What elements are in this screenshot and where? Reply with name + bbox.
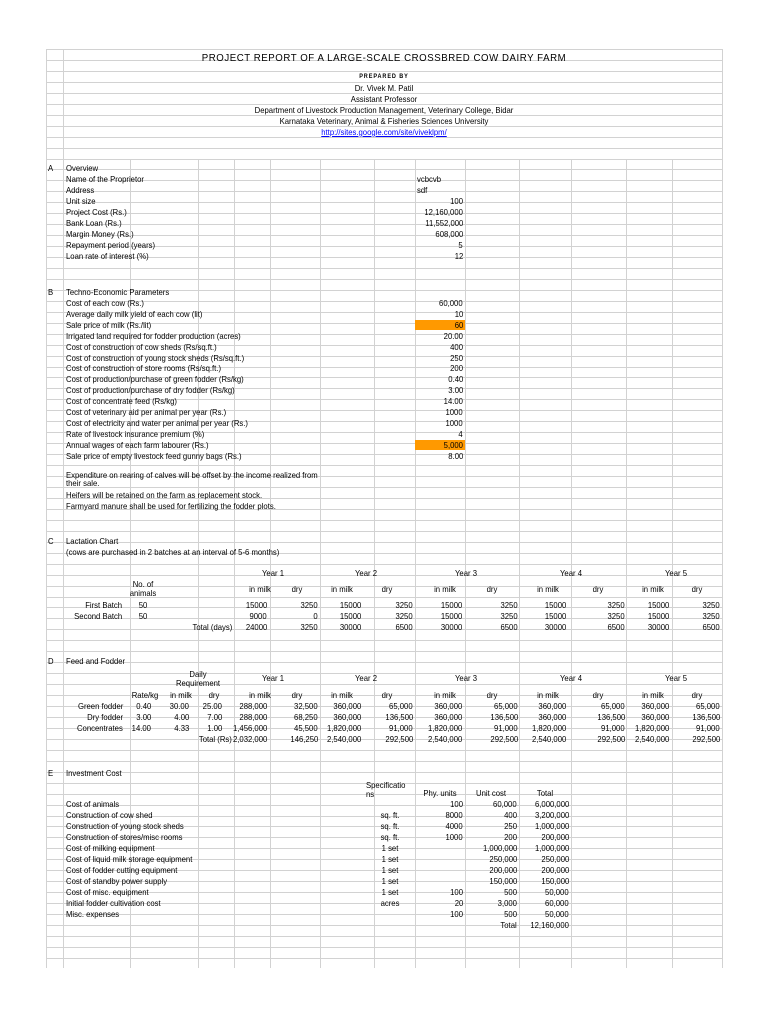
requirement-value: 4.00 — [173, 712, 189, 722]
grid-row-line — [46, 914, 722, 915]
spec-value: sq. ft. — [380, 832, 400, 842]
grid-row-line — [46, 794, 722, 795]
row-value: 20.00 — [443, 331, 463, 341]
section-heading: Overview — [66, 163, 99, 173]
total-value: 1,000,000 — [534, 843, 569, 853]
units-value: 20 — [454, 898, 463, 908]
prepared-by-label: PREPARED BY — [359, 74, 409, 80]
grid-row-line — [46, 750, 722, 751]
data-cell: 15000 — [245, 600, 267, 610]
data-cell: 2,540,000 — [531, 734, 566, 744]
unit-cost-value: 250 — [504, 821, 517, 831]
data-cell: 136,500 — [692, 712, 720, 722]
sub-header: in milk — [249, 690, 271, 700]
row-value: 12,160,000 — [424, 207, 463, 217]
year-header: Year 5 — [665, 673, 687, 683]
section-heading: Techno-Economic Parameters — [66, 287, 170, 297]
grid-row-line — [46, 487, 722, 488]
animals-value: 50 — [138, 611, 148, 621]
unit-cost-value: 3,000 — [497, 898, 517, 908]
row-label: Initial fodder cultivation cost — [66, 898, 161, 908]
row-value: 12 — [454, 251, 463, 261]
grid-column-line — [465, 160, 466, 968]
row-label: First Batch — [85, 600, 122, 610]
row-value: vcbcvb — [417, 174, 441, 184]
row-value: 14.00 — [443, 396, 463, 406]
grid-row-line — [46, 180, 722, 181]
unit-cost-value: 250,000 — [489, 854, 517, 864]
row-value: 608,000 — [435, 229, 463, 239]
data-cell: 136,500 — [490, 712, 518, 722]
row-label: Construction of cow shed — [66, 810, 153, 820]
grid-row-line — [46, 958, 722, 959]
sub-header: in milk — [537, 690, 559, 700]
grid-row-line — [46, 148, 722, 149]
section-letter: D — [48, 656, 54, 666]
grid-row-line — [46, 531, 722, 532]
sub-header: in milk — [642, 584, 664, 594]
data-cell: 65,000 — [601, 701, 625, 711]
row-label: Bank Loan (Rs.) — [66, 218, 122, 228]
data-cell: 6500 — [500, 622, 518, 632]
requirement-value: 1.00 — [206, 723, 222, 733]
grid-row-line — [46, 564, 722, 565]
units-value: 100 — [450, 799, 463, 809]
row-value: 4 — [458, 429, 463, 439]
unit-cost-value: 200 — [504, 832, 517, 842]
row-label: Construction of stores/misc rooms — [66, 832, 183, 842]
data-cell: 15000 — [339, 611, 361, 621]
column-header: ns — [366, 789, 375, 799]
row-label: Total (Rs) — [199, 734, 232, 744]
sub-header: dry — [691, 690, 703, 700]
data-cell: 1,820,000 — [634, 723, 669, 733]
grid-row-line — [46, 673, 722, 674]
unit-cost-value: 500 — [504, 887, 517, 897]
row-value: 60 — [454, 320, 463, 330]
units-value: 100 — [450, 887, 463, 897]
rate-value: 0.40 — [135, 701, 151, 711]
row-value: 5,000 — [443, 440, 463, 450]
data-cell: 9000 — [249, 611, 267, 621]
data-cell: 3250 — [500, 600, 518, 610]
data-cell: 360,000 — [434, 712, 462, 722]
data-cell: 91,000 — [601, 723, 625, 733]
grid-row-line — [46, 49, 722, 50]
department-name: Department of Livestock Production Management, Veterinary College, Bidar — [254, 105, 514, 115]
data-cell: 1,456,000 — [232, 723, 267, 733]
grid-row-line — [46, 520, 722, 521]
total-value: 3,200,000 — [534, 810, 569, 820]
grand-total-value: 12,160,000 — [530, 920, 569, 930]
data-cell: 360,000 — [434, 701, 462, 711]
grid-row-line — [46, 224, 722, 225]
spec-value: 1 set — [381, 876, 399, 886]
university-name: Karnataka Veterinary, Animal & Fisheries Sciences University — [279, 116, 489, 126]
total-value: 60,000 — [545, 898, 569, 908]
requirement-value: 4.33 — [173, 723, 189, 733]
row-value: 1000 — [445, 407, 463, 417]
data-cell: 288,000 — [239, 712, 267, 722]
data-cell: 30000 — [647, 622, 669, 632]
note-text: their sale. — [66, 478, 100, 488]
data-cell: 15000 — [440, 611, 462, 621]
row-value: 0.40 — [447, 374, 463, 384]
units-value: 4000 — [445, 821, 463, 831]
grid-column-line — [374, 160, 375, 968]
total-value: 200,000 — [541, 832, 569, 842]
grid-column-line — [198, 160, 199, 968]
data-cell: 15000 — [339, 600, 361, 610]
sub-header: dry — [691, 584, 703, 594]
data-cell: 292,500 — [692, 734, 720, 744]
grid-row-line — [46, 805, 722, 806]
sub-header: in milk — [642, 690, 664, 700]
row-label: Green fodder — [77, 701, 123, 711]
row-label: Cost of production/purchase of dry fodder (Rs/kg) — [66, 385, 235, 395]
spec-value: 1 set — [381, 887, 399, 897]
grid-column-line — [519, 160, 520, 968]
column-header: Requirement — [175, 678, 221, 688]
row-label: Sale price of empty livestock feed gunny bags (Rs.) — [66, 451, 242, 461]
row-label: Cost of liquid milk storage equipment — [66, 854, 193, 864]
total-value: 250,000 — [541, 854, 569, 864]
data-cell: 6500 — [607, 622, 625, 632]
grid-row-line — [46, 925, 722, 926]
data-cell: 3250 — [395, 600, 413, 610]
data-cell: 0 — [313, 611, 318, 621]
grid-row-line — [46, 640, 722, 641]
note-text: Farmyard manure shall be used for fertilizing the fodder plots. — [66, 501, 276, 511]
sub-header: dry — [381, 690, 393, 700]
row-label: Project Cost (Rs.) — [66, 207, 127, 217]
data-cell: 91,000 — [494, 723, 518, 733]
units-value: 1000 — [445, 832, 463, 842]
section-subheading: (cows are purchased in 2 batches at an interval of 5-6 months) — [66, 547, 280, 557]
spec-value: sq. ft. — [380, 810, 400, 820]
grid-row-line — [46, 202, 722, 203]
data-cell: 30000 — [440, 622, 462, 632]
row-label: Unit size — [66, 196, 96, 206]
grid-row-line — [46, 651, 722, 652]
grid-column-line — [270, 160, 271, 968]
author-designation: Assistant Professor — [350, 94, 418, 104]
row-label: Irrigated land required for fodder production (acres) — [66, 331, 241, 341]
sub-header: dry — [592, 690, 604, 700]
row-label: Rate of livestock insurance premium (%) — [66, 429, 205, 439]
grid-column-line — [320, 160, 321, 968]
grid-row-line — [46, 936, 722, 937]
year-header: Year 4 — [560, 568, 582, 578]
column-header: No. of — [132, 579, 154, 589]
data-cell: 292,500 — [490, 734, 518, 744]
sub-header: in milk — [249, 584, 271, 594]
row-label: Name of the Proprietor — [66, 174, 144, 184]
total-value: 1,000,000 — [534, 821, 569, 831]
grid-row-line — [46, 772, 722, 773]
data-cell: 360,000 — [641, 701, 669, 711]
sub-header: dry — [291, 690, 303, 700]
section-letter: B — [48, 287, 54, 297]
section-heading: Investment Cost — [66, 768, 122, 778]
column-header: Specificatio — [366, 780, 406, 790]
data-cell: 91,000 — [696, 723, 720, 733]
row-value: 60,000 — [439, 298, 463, 308]
grid-row-line — [46, 279, 722, 280]
grid-column-line — [722, 49, 723, 968]
grid-column-line — [672, 160, 673, 968]
grid-row-line — [46, 575, 722, 576]
total-label: Total — [500, 920, 517, 930]
grid-row-line — [46, 542, 722, 543]
data-cell: 292,500 — [597, 734, 625, 744]
grid-row-line — [46, 137, 722, 138]
row-value: 3.00 — [447, 385, 463, 395]
grid-row-line — [46, 159, 722, 160]
data-cell: 292,500 — [385, 734, 413, 744]
rate-value: 14.00 — [131, 723, 151, 733]
data-cell: 68,250 — [294, 712, 318, 722]
data-cell: 15000 — [544, 600, 566, 610]
author-name: Dr. Vivek M. Patil — [354, 83, 414, 93]
data-cell: 360,000 — [333, 712, 361, 722]
row-label: Address — [66, 185, 95, 195]
data-cell: 1,820,000 — [531, 723, 566, 733]
unit-cost-value: 1,000,000 — [482, 843, 517, 853]
section-letter: A — [48, 163, 54, 173]
grid-row-line — [46, 465, 722, 466]
row-value: sdf — [417, 185, 428, 195]
sub-header: in milk — [434, 584, 456, 594]
data-cell: 136,500 — [597, 712, 625, 722]
grid-column-line — [571, 160, 572, 968]
sub-header: dry — [381, 584, 393, 594]
data-cell: 15000 — [544, 611, 566, 621]
data-cell: 15000 — [647, 600, 669, 610]
grid-column-line — [234, 160, 235, 968]
data-cell: 288,000 — [239, 701, 267, 711]
animals-value: 50 — [138, 600, 148, 610]
sub-header: in milk — [537, 584, 559, 594]
data-cell: 360,000 — [538, 712, 566, 722]
grid-row-line — [46, 213, 722, 214]
units-value: 8000 — [445, 810, 463, 820]
sub-header: in milk — [331, 690, 353, 700]
row-label: Total (days) — [192, 622, 232, 632]
row-label: Repayment period (years) — [66, 240, 156, 250]
row-value: 200 — [450, 363, 463, 373]
row-value: 11,552,000 — [425, 218, 463, 228]
data-cell: 65,000 — [494, 701, 518, 711]
row-label: Cost of electricity and water per animal per year (Rs.) — [66, 418, 249, 428]
data-cell: 360,000 — [538, 701, 566, 711]
data-cell: 6500 — [702, 622, 720, 632]
data-cell: 65,000 — [389, 701, 413, 711]
column-header: animals — [129, 588, 157, 598]
data-cell: 360,000 — [333, 701, 361, 711]
data-cell: 3250 — [500, 611, 518, 621]
row-label: Average daily milk yield of each cow (lit) — [66, 309, 203, 319]
sub-header: in milk — [434, 690, 456, 700]
row-value: 5 — [458, 240, 463, 250]
data-cell: 3250 — [300, 622, 318, 632]
spec-value: sq. ft. — [380, 821, 400, 831]
report-title: PROJECT REPORT OF A LARGE-SCALE CROSSBRED COW DAIRY FARM — [201, 52, 567, 64]
note-text: Expenditure on rearing of calves will be offset by the income realized from — [66, 470, 318, 480]
note-text: Heifers will be retained on the farm as replacement stock. — [66, 490, 263, 500]
unit-cost-value: 60,000 — [493, 799, 517, 809]
row-label: Loan rate of interest (%) — [66, 251, 149, 261]
unit-cost-value: 400 — [504, 810, 517, 820]
data-cell: 3250 — [702, 611, 720, 621]
grid-row-line — [46, 947, 722, 948]
data-cell: 45,500 — [294, 723, 318, 733]
row-label: Cost of construction of young stock sheds (Rs/sq.ft.) — [66, 353, 245, 363]
data-cell: 360,000 — [641, 712, 669, 722]
row-label: Cost of veterinary aid per animal per year (Rs.) — [66, 407, 227, 417]
total-value: 200,000 — [541, 865, 569, 875]
section-heading: Feed and Fodder — [66, 656, 126, 666]
row-value: 100 — [450, 196, 463, 206]
grid-row-line — [46, 235, 722, 236]
unit-cost-value: 200,000 — [489, 865, 517, 875]
year-header: Year 5 — [665, 568, 687, 578]
year-header: Year 2 — [355, 568, 377, 578]
row-label: Cost of each cow (Rs.) — [66, 298, 144, 308]
data-cell: 30000 — [339, 622, 361, 632]
row-label: Cost of fodder cutting equipment — [66, 865, 178, 875]
row-label: Cost of animals — [66, 799, 120, 809]
total-value: 6,000,000 — [534, 799, 569, 809]
row-label: Second Batch — [74, 611, 122, 621]
row-label: Cost of standby power supply — [66, 876, 168, 886]
row-label: Misc. expenses — [66, 909, 120, 919]
sub-header: dry — [486, 690, 498, 700]
requirement-value: 7.00 — [206, 712, 222, 722]
sub-header: in milk — [170, 690, 192, 700]
data-cell: 3250 — [702, 600, 720, 610]
unit-cost-value: 500 — [504, 909, 517, 919]
row-label: Cost of misc. equipment — [66, 887, 149, 897]
grid-row-line — [46, 268, 722, 269]
grid-row-line — [46, 191, 722, 192]
data-cell: 91,000 — [389, 723, 413, 733]
data-cell: 3250 — [300, 600, 318, 610]
data-cell: 2,540,000 — [427, 734, 462, 744]
data-cell: 3250 — [395, 611, 413, 621]
row-value: 10 — [454, 309, 463, 319]
year-header: Year 2 — [355, 673, 377, 683]
total-value: 150,000 — [541, 876, 569, 886]
row-label: Concentrates — [77, 723, 123, 733]
row-label: Cost of concentrate feed (Rs/kg) — [66, 396, 177, 406]
year-header: Year 3 — [455, 673, 477, 683]
column-header: Daily — [189, 669, 207, 679]
data-cell: 24000 — [245, 622, 267, 632]
data-cell: 136,500 — [385, 712, 413, 722]
website-link[interactable]: http://sites.google.com/site/viveklpm/ — [321, 127, 447, 137]
grid-row-line — [46, 761, 722, 762]
grid-column-line — [626, 160, 627, 968]
spec-value: acres — [380, 898, 400, 908]
section-letter: E — [48, 768, 54, 778]
data-cell: 2,540,000 — [634, 734, 669, 744]
grid-row-line — [46, 169, 722, 170]
sub-header: Rate/kg — [131, 690, 159, 700]
units-value: 100 — [450, 909, 463, 919]
row-label: Sale price of milk (Rs./lit) — [66, 320, 152, 330]
sub-header: dry — [291, 584, 303, 594]
section-heading: Lactation Chart — [66, 536, 119, 546]
spec-value: 1 set — [381, 865, 399, 875]
rate-value: 3.00 — [135, 712, 151, 722]
sub-header: dry — [592, 584, 604, 594]
grid-row-line — [46, 684, 722, 685]
data-cell: 1,820,000 — [427, 723, 462, 733]
grid-row-line — [46, 301, 722, 302]
data-cell: 65,000 — [696, 701, 720, 711]
row-label: Cost of milking equipment — [66, 843, 155, 853]
sub-header: dry — [486, 584, 498, 594]
row-value: 8.00 — [447, 451, 463, 461]
sub-header: in milk — [331, 584, 353, 594]
total-value: 50,000 — [545, 887, 569, 897]
column-header: Phy. units — [423, 788, 457, 798]
grid-column-line — [46, 49, 47, 968]
data-cell: 2,540,000 — [326, 734, 361, 744]
unit-cost-value: 150,000 — [489, 876, 517, 886]
row-label: Margin Money (Rs.) — [66, 229, 134, 239]
row-label: Cost of construction of cow sheds (Rs/sq.ft.) — [66, 342, 217, 352]
column-header: Total — [536, 788, 554, 798]
row-label: Construction of young stock sheds — [66, 821, 184, 831]
grid-row-line — [46, 662, 722, 663]
spec-value: 1 set — [381, 854, 399, 864]
data-cell: 15000 — [440, 600, 462, 610]
data-cell: 146,250 — [290, 734, 318, 744]
data-cell: 3250 — [607, 600, 625, 610]
column-header: Unit cost — [476, 788, 506, 798]
data-cell: 15000 — [647, 611, 669, 621]
sub-header: dry — [208, 690, 220, 700]
total-value: 50,000 — [545, 909, 569, 919]
requirement-value: 25.00 — [202, 701, 222, 711]
row-label: Dry fodder — [87, 712, 123, 722]
year-header: Year 1 — [262, 673, 284, 683]
row-value: 1000 — [445, 418, 463, 428]
section-letter: C — [48, 536, 54, 546]
row-value: 250 — [450, 353, 463, 363]
data-cell: 6500 — [395, 622, 413, 632]
row-label: Cost of construction of store rooms (Rs/sq.ft.) — [66, 363, 222, 373]
year-header: Year 3 — [455, 568, 477, 578]
grid-column-line — [63, 49, 64, 968]
year-header: Year 4 — [560, 673, 582, 683]
data-cell: 1,820,000 — [326, 723, 361, 733]
grid-column-line — [415, 160, 416, 968]
spec-value: 1 set — [381, 843, 399, 853]
requirement-value: 30.00 — [169, 701, 189, 711]
row-value: 400 — [450, 342, 463, 352]
row-label: Cost of production/purchase of green fodder (Rs/kg) — [66, 374, 244, 384]
data-cell: 30000 — [544, 622, 566, 632]
data-cell: 3250 — [607, 611, 625, 621]
row-label: Annual wages of each farm labourer (Rs.) — [66, 440, 209, 450]
year-header: Year 1 — [262, 568, 284, 578]
data-cell: 2,032,000 — [232, 734, 267, 744]
data-cell: 32,500 — [294, 701, 318, 711]
